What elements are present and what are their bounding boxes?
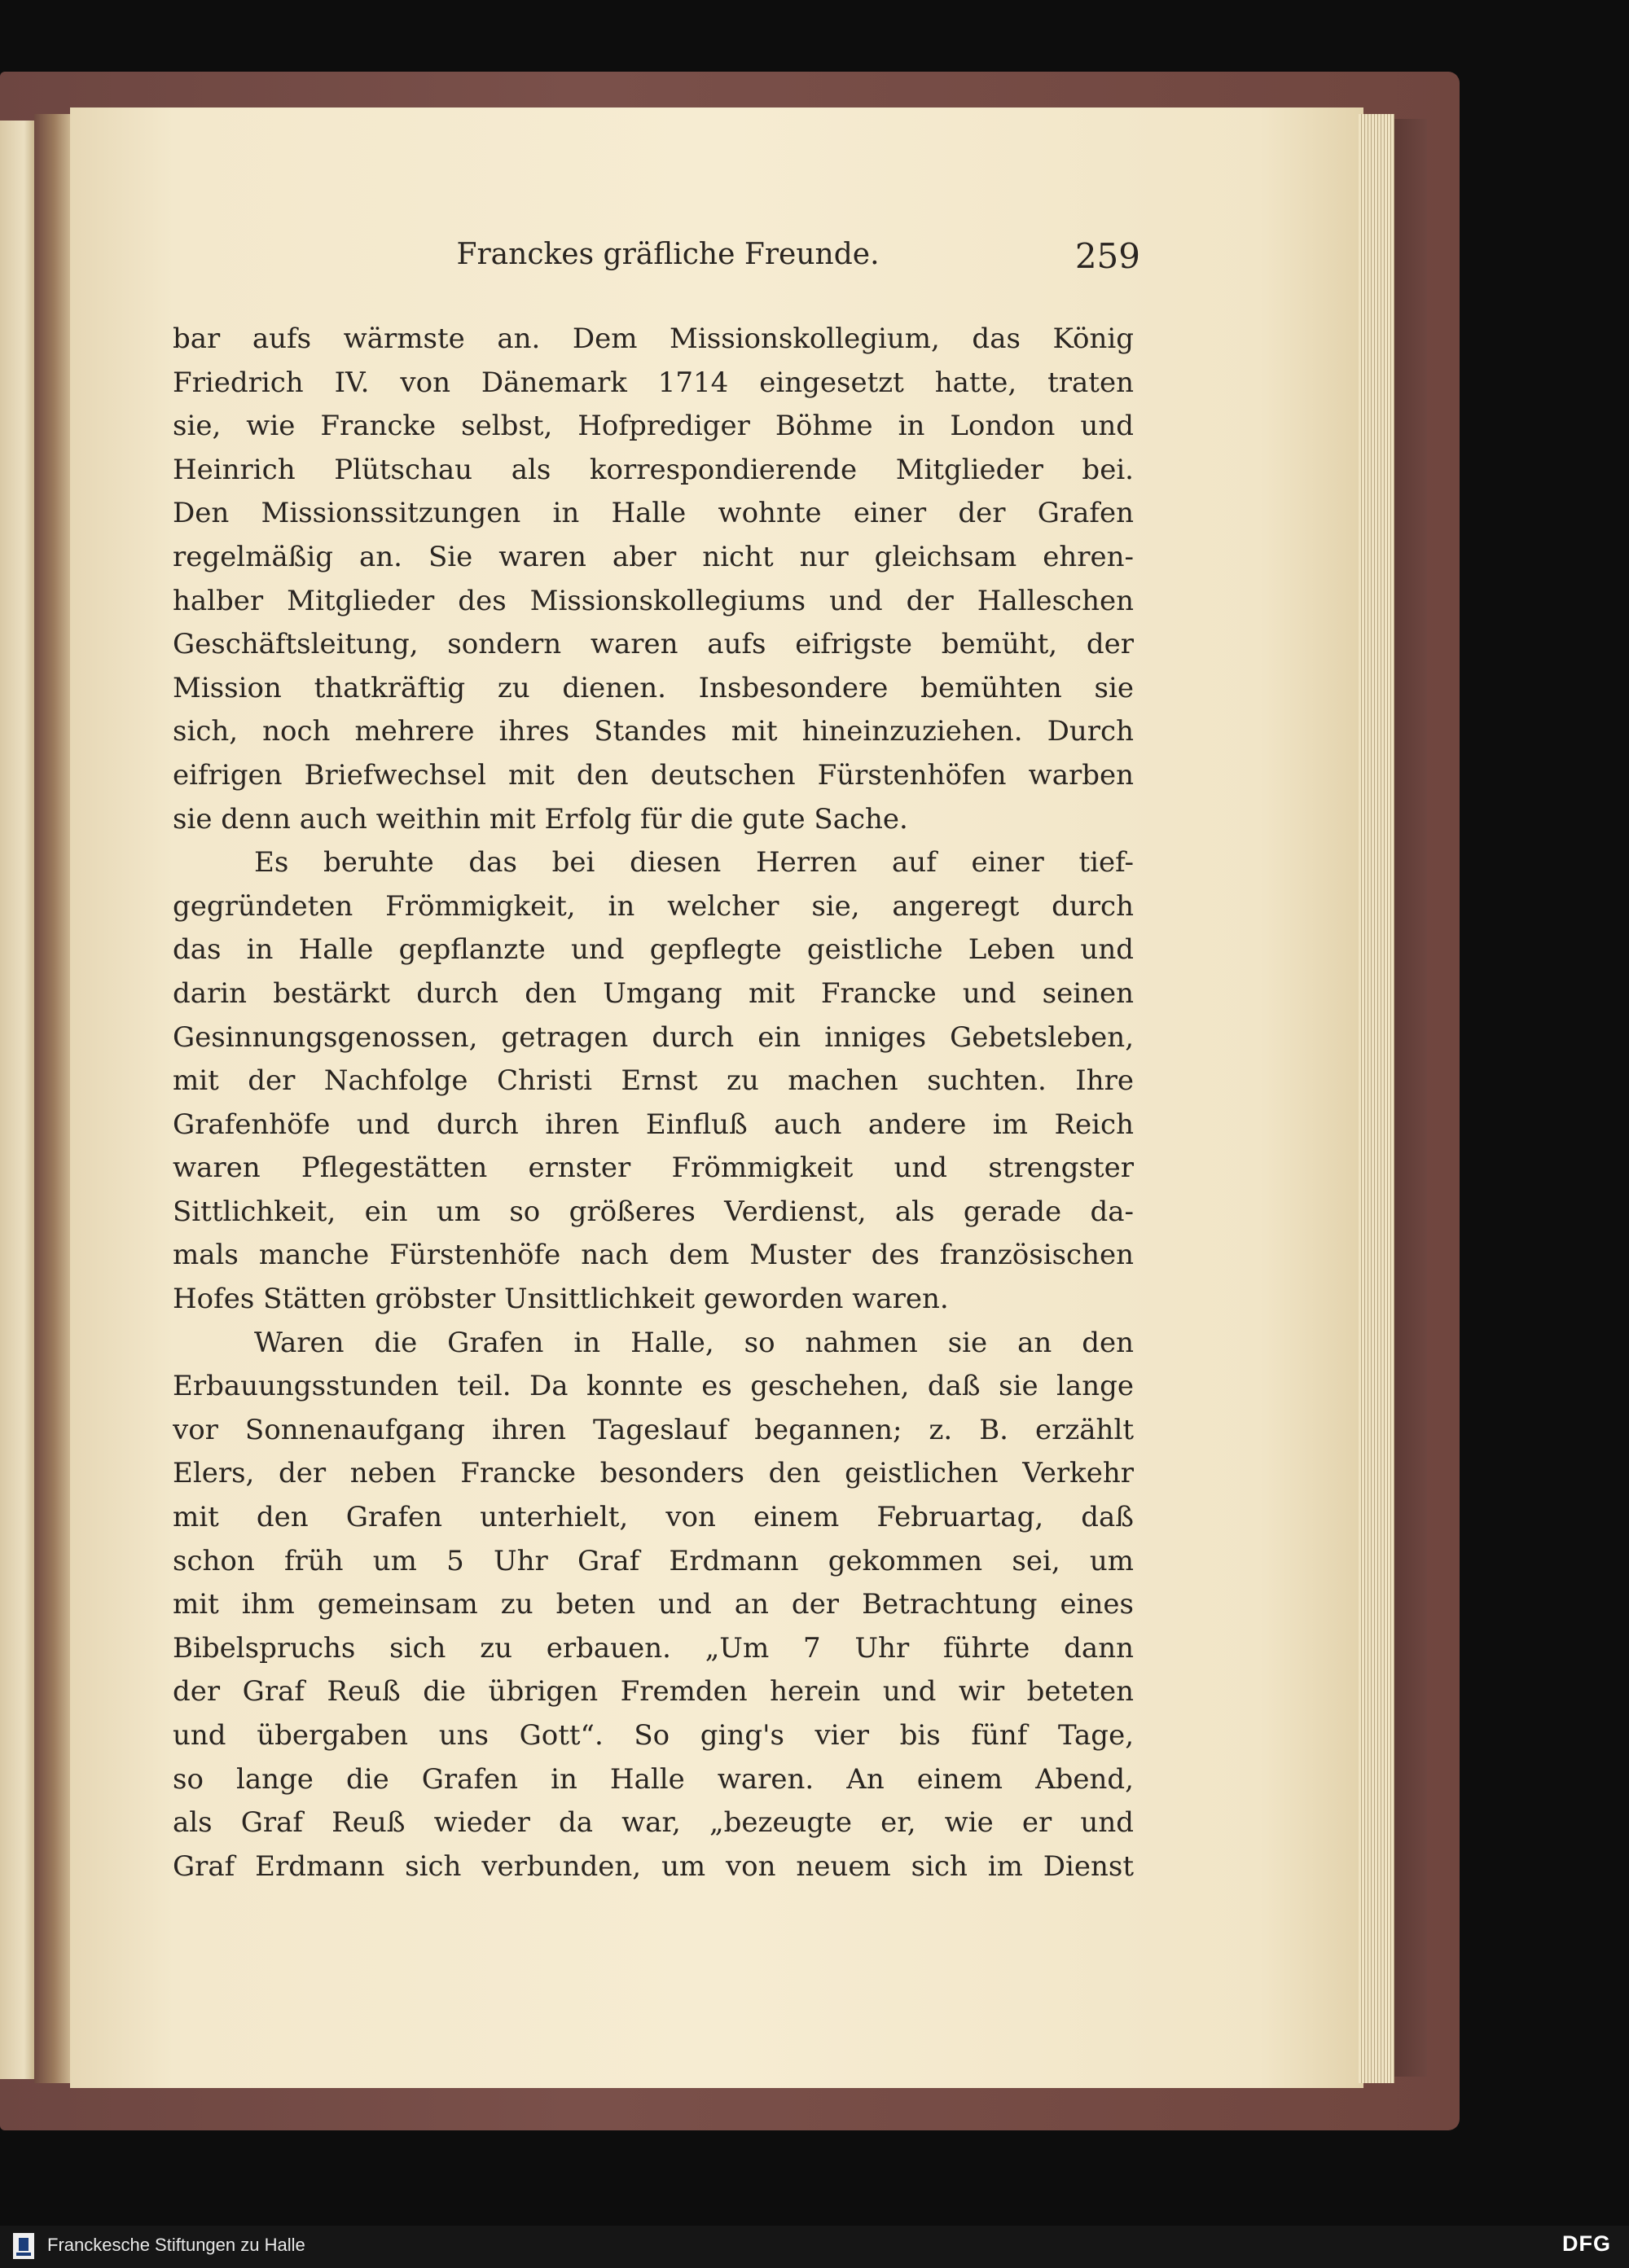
text-line: Erbauungsstunden teil. Da konnte es geschehen, daß sie lange	[173, 1370, 1134, 1403]
text-line: Graf Erdmann sich verbunden, um von neuem sich im Dienst	[173, 1849, 1134, 1883]
text-line: regelmäßig an. Sie waren aber nicht nur gleichsam ehren-	[173, 540, 1134, 573]
book-gutter	[34, 114, 73, 2083]
text-line: gegründeten Frömmigkeit, in welcher sie, angeregt durch	[173, 889, 1134, 923]
text-line: sich, noch mehrere ihres Standes mit hineinzuziehen. Durch	[173, 715, 1134, 748]
text-line: Hofes Stätten gröbster Unsittlichkeit geworden waren.	[173, 1283, 949, 1316]
cover-edge	[1394, 119, 1427, 2077]
text-line: mit den Grafen unterhielt, von einem Februartag, daß	[173, 1501, 1134, 1534]
text-line: sie, wie Francke selbst, Hofprediger Böhme in London und	[173, 410, 1134, 443]
text-line: und übergaben uns Gott“. So ging's vier bis fünf Tage,	[173, 1719, 1134, 1752]
text-line: sie denn auch weithin mit Erfolg für die gute Sache.	[173, 802, 908, 836]
text-line: Gesinnungsgenossen, getragen durch ein inniges Gebetsleben,	[173, 1020, 1134, 1054]
page-stack-edge	[1359, 114, 1394, 2083]
body-text	[173, 318, 1134, 1889]
text-line: Mission thatkräftig zu dienen. Insbesondere bemühten sie	[173, 671, 1134, 704]
text-line: als Graf Reuß wieder da war, „bezeugte er, wie er und	[173, 1806, 1134, 1840]
text-line: mit ihm gemeinsam zu beten und an der Betrachtung eines	[173, 1588, 1134, 1621]
text-line: Bibelspruchs sich zu erbauen. „Um 7 Uhr führte dann	[173, 1631, 1134, 1665]
text-line: Grafenhöfe und durch ihren Einfluß auch andere im Reich	[173, 1108, 1134, 1141]
text-line: bar aufs wärmste an. Dem Missionskollegium, das König	[173, 322, 1134, 355]
text-line: Den Missionssitzungen in Halle wohnte einer der Grafen	[173, 497, 1134, 530]
text-line: darin bestärkt durch den Umgang mit Francke und seinen	[173, 976, 1134, 1010]
text-line: waren Pflegestätten ernster Frömmigkeit und strengster	[173, 1152, 1134, 1185]
text-line: Elers, der neben Francke besonders den geistlichen Verkehr	[173, 1457, 1134, 1490]
running-head: Franckes gräfliche Freunde.	[456, 238, 880, 271]
text-line: eifrigen Briefwechsel mit den deutschen Fürstenhöfen warben	[173, 758, 1134, 792]
text-line: vor Sonnenaufgang ihren Tageslauf begannen; z. B. erzählt	[173, 1413, 1134, 1446]
text-line: das in Halle gepflanzte und gepflegte geistliche Leben und	[173, 933, 1134, 967]
text-line: Heinrich Plütschau als korrespondierende Mitglieder bei.	[173, 453, 1134, 486]
text-line: Geschäftsleitung, sondern waren aufs eifrigste bemüht, der	[173, 628, 1134, 661]
text-line: Waren die Grafen in Halle, so nahmen sie an den	[254, 1326, 1134, 1359]
left-page-edge	[0, 121, 34, 2079]
text-line: halber Mitglieder des Missionskollegiums und der Halleschen	[173, 584, 1134, 617]
footer-institution: Franckesche Stiftungen zu Halle	[47, 2235, 305, 2255]
text-line: Sittlichkeit, ein um so größeres Verdienst, als gerade da-	[173, 1195, 1134, 1228]
dfg-logo: DFG	[1562, 2231, 1611, 2256]
page-number: 259	[1074, 236, 1140, 276]
text-line: mals manche Fürstenhöfe nach dem Muster des französischen	[173, 1239, 1134, 1272]
text-line: der Graf Reuß die übrigen Fremden herein und wir beteten	[173, 1675, 1134, 1709]
institution-logo-icon	[11, 2230, 36, 2262]
text-line: so lange die Grafen in Halle waren. An einem Abend,	[173, 1762, 1134, 1796]
text-line: Friedrich IV. von Dänemark 1714 eingesetzt hatte, traten	[173, 366, 1134, 399]
text-line: schon früh um 5 Uhr Graf Erdmann gekommen sei, um	[173, 1544, 1134, 1577]
text-line: Es beruhte das bei diesen Herren auf einer tief-	[254, 846, 1134, 880]
text-line: mit der Nachfolge Christi Ernst zu machen suchten. Ihre	[173, 1064, 1134, 1098]
